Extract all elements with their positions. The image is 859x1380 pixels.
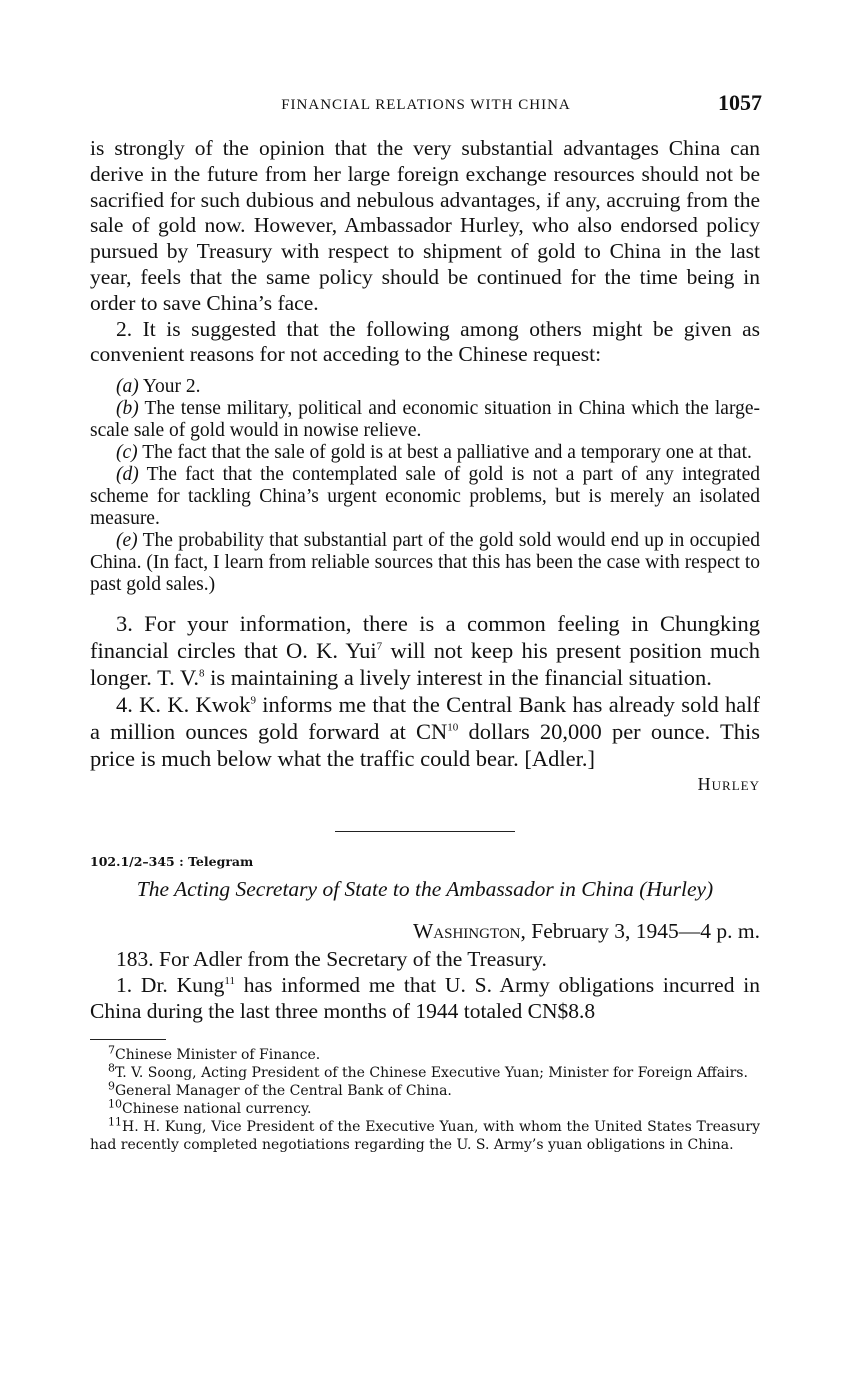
reason-text: The probability that substantial part of the gold sold would end up in occupied China. (In fact, I learn from reliable sources that this has been the case with respect to past gold sales.) [90, 530, 760, 596]
reason-text: The tense military, political and economic situation in China which the large-scale sale of gold would in nowise relieve. [90, 398, 760, 442]
footnote [90, 1060, 760, 1082]
footnote-number: 10 [108, 1096, 122, 1110]
text-run: is maintaining a lively interest in the financial situation. [204, 665, 712, 691]
running-head: FINANCIAL RELATIONS WITH CHINA [281, 97, 571, 113]
footnote-number: 8 [108, 1060, 115, 1074]
reason-c [90, 442, 760, 464]
reason-label: (a) [116, 376, 139, 398]
opening-paragraph: is strongly of the opinion that the very substantial advantages China can derive in the future from her large foreign exchange resources should not be sacrified for such dubious and nebulous advantages, if any, accruing from the sale of gold now. However, Ambassador Hurley, who also endorsed policy pursued by Treasury with respect to shipment of gold to China in the last year, feels that the same policy should be continued for the time being in order to save China’s face. [90, 136, 760, 315]
reasons-list [90, 376, 760, 596]
footnote [90, 1078, 760, 1100]
footnote-ref: 11 [224, 974, 235, 987]
footnote-ref: 9 [250, 694, 256, 707]
footnote-ref: 10 [447, 721, 459, 734]
dateline-date: , February 3, 1945—4 p. m. [520, 919, 760, 944]
reason-text: Your 2. [142, 376, 201, 398]
reason-d [90, 464, 760, 530]
paragraph-3 [90, 610, 760, 691]
text-run: has informed me that U. S. Army obligations incurred in China during the last three months of 1944 totaled CN$8.8 [90, 972, 760, 1023]
reason-b [90, 398, 760, 442]
reason-label: (d) [116, 464, 139, 486]
footnote-text: Chinese Minister of Finance. [115, 1046, 321, 1063]
text-run: 4. K. K. Kwok [116, 692, 251, 718]
footnote-text: Chinese national currency. [122, 1100, 312, 1117]
file-number: 102.1/2–345 : Telegram [90, 854, 254, 870]
footnote-text: T. V. Soong, Acting President of the Chinese Executive Yuan; Minister for Foreign Affairs. [115, 1064, 748, 1081]
footnote [90, 1114, 760, 1154]
text-run: informs me that the Central Bank has already sold half a million ounces gold forward at CN [90, 692, 760, 745]
footnote-number: 7 [108, 1042, 115, 1056]
footnote-number: 11 [108, 1114, 122, 1128]
reason-label: (e) [116, 530, 138, 552]
text-run: will not keep his present position much longer. T. V. [90, 638, 760, 691]
reason-e [90, 530, 760, 596]
reason-text: The fact that the sale of gold is at best a palliative and a temporary one at that. [142, 442, 752, 464]
telegram-paragraph-1 [90, 973, 760, 1025]
footnote-text: General Manager of the Central Bank of China. [115, 1082, 452, 1099]
reason-label: (c) [116, 442, 138, 464]
reason-text: The fact that the contemplated sale of gold is not a part of any integrated scheme for tackling China’s urgent economic problems, but is merely an isolated measure. [90, 464, 760, 530]
text-run: 3. For your information, there is a common feeling in Chungking financial circles that O. K. Yui [90, 611, 760, 664]
dateline-place: Washington [413, 919, 521, 944]
section-divider [335, 831, 515, 832]
footnotes [90, 1042, 760, 1154]
footnote-number: 9 [108, 1078, 115, 1092]
text-run: dollars 20,000 per ounce. This price is much below what the traffic could bear. [Adler.] [90, 719, 760, 772]
footnote-ref: 7 [376, 640, 383, 653]
page-number: 1057 [718, 90, 762, 115]
paragraph-4 [90, 691, 760, 772]
document-title: The Acting Secretary of State to the Ambassador in China (Hurley) [136, 877, 714, 902]
signature: Hurley [697, 774, 760, 795]
reason-label: (b) [116, 398, 139, 420]
dateline [90, 917, 760, 945]
text-run: 1. Dr. Kung [116, 972, 225, 997]
page-body [90, 136, 760, 1154]
reason-a [90, 376, 760, 398]
footnote-ref: 8 [198, 667, 205, 680]
paragraph-2: 2. It is suggested that the following among others might be given as convenient reasons for not acceding to the Chinese request: [90, 316, 760, 367]
footnote [90, 1042, 760, 1064]
footnote-text: H. H. Kung, Vice President of the Executive Yuan, with whom the United States Treasury had recently completed negotiations regarding the U. S. Army’s yuan obligations in China. [90, 1118, 760, 1153]
footnote [90, 1096, 760, 1118]
page-header [90, 90, 762, 120]
footnote-rule [90, 1039, 166, 1040]
telegram-number-line: 183. For Adler from the Secretary of the Treasury. [116, 947, 547, 972]
